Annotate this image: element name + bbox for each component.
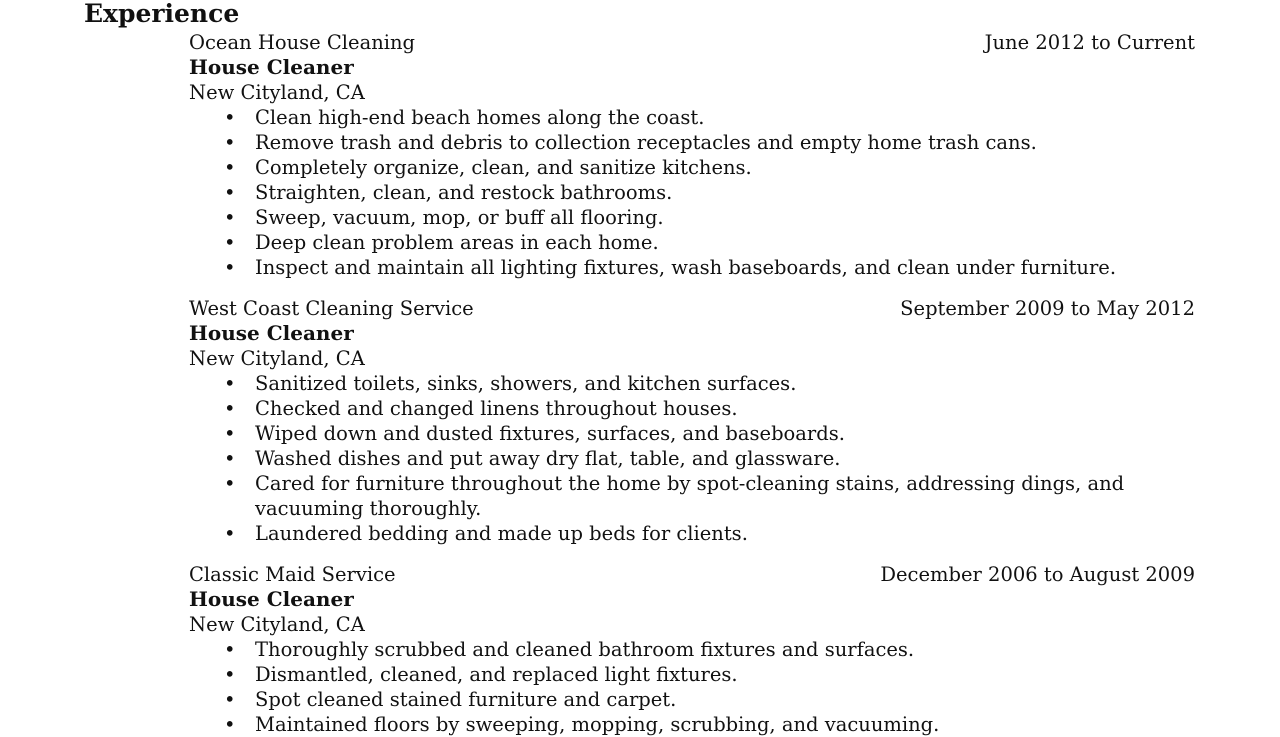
- bullet-icon: •: [224, 397, 236, 420]
- job-location: New Cityland, CA: [189, 81, 365, 104]
- bullet-icon: •: [224, 422, 236, 445]
- duty-item: • Checked and changed linens throughout houses.: [224, 397, 738, 420]
- duty-item: • Thoroughly scrubbed and cleaned bathroom fixtures and surfaces.: [224, 638, 915, 661]
- bullet-icon: •: [224, 447, 236, 470]
- job-entry: [189, 296, 1195, 546]
- duty-item: • Spot cleaned stained furniture and carpet.: [224, 688, 677, 711]
- duties-list: [189, 637, 1195, 737]
- job-title: House Cleaner: [189, 55, 354, 79]
- bullet-icon: •: [224, 206, 236, 229]
- duty-item: • Deep clean problem areas in each home.: [224, 231, 659, 254]
- job-entry: [189, 30, 1195, 280]
- employment-dates: June 2012 to Current: [984, 31, 1195, 54]
- bullet-icon: •: [224, 181, 236, 204]
- job-location: New Cityland, CA: [189, 613, 365, 636]
- job-entry: [189, 562, 1195, 737]
- duty-item: • Laundered bedding and made up beds for clients.: [224, 522, 748, 545]
- bullet-icon: •: [224, 688, 236, 711]
- company-name: Ocean House Cleaning: [189, 31, 416, 54]
- company-name: West Coast Cleaning Service: [189, 297, 474, 320]
- bullet-icon: •: [224, 156, 236, 179]
- duties-list: [189, 105, 1195, 280]
- duty-item: • Remove trash and debris to collection receptacles and empty home trash cans.: [224, 131, 1037, 154]
- duty-item: • Washed dishes and put away dry flat, table, and glassware.: [224, 447, 841, 470]
- bullet-icon: •: [224, 106, 236, 129]
- bullet-icon: •: [224, 713, 236, 736]
- duty-item: • Clean high-end beach homes along the coast.: [224, 106, 705, 129]
- bullet-icon: •: [224, 372, 236, 395]
- employment-dates: December 2006 to August 2009: [880, 563, 1195, 586]
- bullet-icon: •: [224, 522, 236, 545]
- job-header-row: [189, 30, 1195, 55]
- duty-item: • Completely organize, clean, and sanitize kitchens.: [224, 156, 752, 179]
- bullet-icon: •: [224, 638, 236, 661]
- duty-item: • Wiped down and dusted fixtures, surfaces, and baseboards.: [224, 422, 845, 445]
- duty-item: • Straighten, clean, and restock bathrooms.: [224, 181, 673, 204]
- job-title: House Cleaner: [189, 587, 354, 611]
- job-header-row: [189, 562, 1195, 587]
- employment-dates: September 2009 to May 2012: [900, 297, 1195, 320]
- job-header-row: [189, 296, 1195, 321]
- bullet-icon: •: [224, 231, 236, 254]
- duty-item: • Sanitized toilets, sinks, showers, and kitchen surfaces.: [224, 372, 797, 395]
- duty-item: • Inspect and maintain all lighting fixtures, wash baseboards, and clean under furniture.: [224, 256, 1117, 279]
- bullet-icon: •: [224, 663, 236, 686]
- duty-item: • Maintained floors by sweeping, mopping, scrubbing, and vacuuming.: [224, 713, 940, 736]
- duties-list: [189, 371, 1195, 546]
- duty-item: • Sweep, vacuum, mop, or buff all flooring.: [224, 206, 664, 229]
- duty-item: • Dismantled, cleaned, and replaced light fixtures.: [224, 663, 738, 686]
- duty-item: • Cared for furniture throughout the home by spot-cleaning stains, addressing dings, and vacuuming thoroughly.: [224, 472, 1125, 520]
- bullet-icon: •: [224, 472, 236, 495]
- bullet-icon: •: [224, 131, 236, 154]
- company-name: Classic Maid Service: [189, 563, 396, 586]
- bullet-icon: •: [224, 256, 236, 279]
- job-title: House Cleaner: [189, 321, 354, 345]
- job-location: New Cityland, CA: [189, 347, 365, 370]
- section-heading-experience: Experience: [84, 0, 240, 28]
